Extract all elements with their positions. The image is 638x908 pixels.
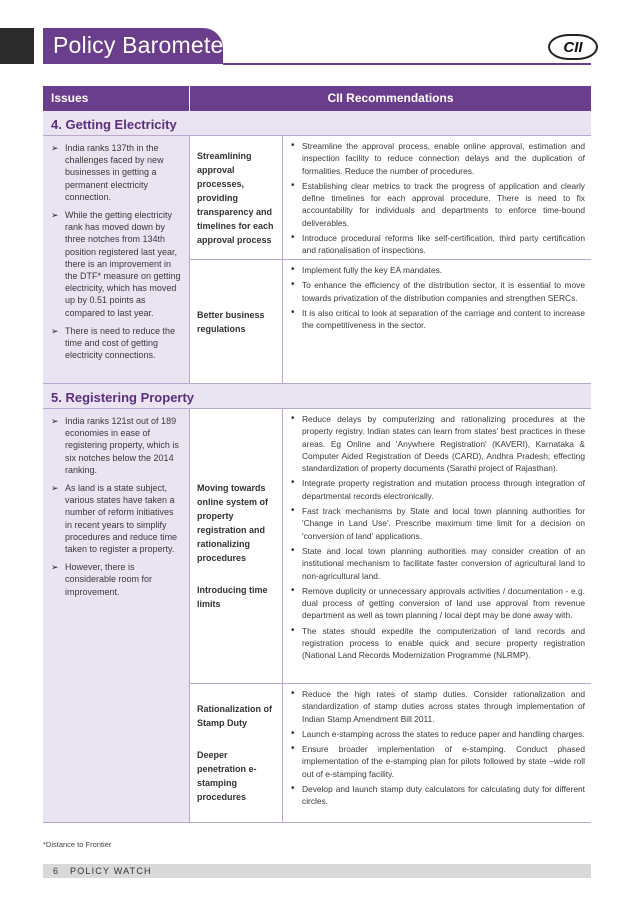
recommendation-point: • Streamline the approval process, enable online approval, estimation and inspection facility to reduce connection delays and the duplication of formalities. Reduce the number of procedures. <box>289 140 585 177</box>
recommendation-point: • Develop and launch stamp duty calculators for calculating duty for different circles. <box>289 783 585 808</box>
recommendation-points <box>289 264 585 331</box>
recommendation-point: • Fast track mechanisms by State and local town planning authorities for 'Change in Land Use'. Prescribe maximum time limit for a decision on 'conversion of land' applications. <box>289 505 585 542</box>
recommendation-points <box>289 140 585 257</box>
issue-item: ➢ As land is a state subject, various states have taken a number of reform initiatives in recent years to simplify procedures and reduce time taken to register a property. <box>51 482 181 555</box>
logo-text: CII <box>563 38 583 56</box>
recommendation-point: • Remove duplicity or unnecessary approvals activities / documentation - e.g. dual process of getting conversion of land use approval from revenue department as well as town planning / local dept may be done away with. <box>289 585 585 622</box>
recommendation-row <box>190 684 591 822</box>
recommendation-body <box>283 684 591 822</box>
recommendation-title <box>190 409 283 683</box>
recommendation-point: • Reduce delays by computerizing and rationalizing procedures at the property registry. Indian states can learn from states' best practices in these areas. Eg Online and 'Anywhere Registration' (KAVERI), Karnataka & Computer Aided Registration of Deeds (CARD), Andhra Pradesh; effecting standardization of property documents (Sarathi project of Rajasthan). <box>289 413 585 474</box>
section-title-property: 5. Registering Property <box>43 384 591 409</box>
header-issues: Issues <box>43 86 190 111</box>
side-bar-block <box>0 28 34 64</box>
issue-item: ➢ India ranks 137th in the challenges faced by new businesses in getting a permanent electricity connection. <box>51 142 181 203</box>
recommendation-point: • It is also critical to look at separation of the carriage and content to increase the competitiveness in the sector. <box>289 307 585 332</box>
recommendation-title-text: Rationalization of Stamp Duty <box>197 704 272 728</box>
recommendation-body <box>283 136 591 259</box>
recommendation-body <box>283 409 591 683</box>
recommendation-title <box>190 260 283 383</box>
recommendation-point: • The states should expedite the computerization of land records and registration process to enable quick and secure property registration (National Land Records Modernization Programme (NLRMP). <box>289 625 585 662</box>
page-title: Policy Barometer <box>53 32 232 58</box>
issues-list <box>51 142 181 361</box>
recommendation-points <box>289 688 585 808</box>
recommendations-cell <box>190 409 591 822</box>
page-footer <box>43 864 591 878</box>
cii-logo <box>548 34 598 60</box>
title-tab <box>43 28 232 64</box>
footer-title: POLICY WATCH <box>70 866 152 876</box>
recommendation-row <box>190 260 591 383</box>
recommendation-point: • Establishing clear metrics to track the progress of application and clearly define timelines for each approval procedure. There is need to fix accountability for individuals and departments to enforce time-bound deliverables. <box>289 180 585 229</box>
recommendation-title-text: Streamlining approval processes, providing transparency and timelines for each approval process <box>197 150 274 245</box>
issue-item: ➢ There is need to reduce the time and cost of getting electricity connections. <box>51 325 181 362</box>
section-row-electricity <box>43 136 591 384</box>
footnote: *Distance to Frontier <box>43 840 112 849</box>
recommendations-table <box>43 86 591 823</box>
recommendation-point: • State and local town planning authorities may consider creation of an institutional mechanism to facilitate faster conversion of agricultural land to non-agricultural land. <box>289 545 585 582</box>
issue-item: ➢ India ranks 121st out of 189 economies in ease of registering property, which is six notches below the 2014 ranking. <box>51 415 181 476</box>
recommendation-point: • Launch e-stamping across the states to reduce paper and handling charges. <box>289 728 585 740</box>
table-header <box>43 86 591 111</box>
recommendation-body <box>283 260 591 383</box>
recommendation-title-text: Deeper penetration e-stamping procedures <box>197 750 257 802</box>
issues-list <box>51 415 181 598</box>
section-title-electricity: 4. Getting Electricity <box>43 111 591 136</box>
recommendation-title <box>190 684 283 822</box>
recommendations-cell <box>190 136 591 383</box>
recommendation-row <box>190 409 591 684</box>
issues-cell <box>43 136 190 383</box>
recommendation-title <box>190 136 283 259</box>
header-recommendations: CII Recommendations <box>327 91 454 105</box>
recommendation-point: • Introduce procedural reforms like self-certification, third party certification and rationalisation of inspections. <box>289 232 585 257</box>
recommendation-point: • Ensure broader implementation of e-stamping. Conduct phased implementation of the e-stamping plan for pilots followed by state –wide roll out of e-stamping facility. <box>289 743 585 780</box>
recommendation-row <box>190 136 591 260</box>
section-row-property <box>43 409 591 823</box>
recommendation-title-text: Better business regulations <box>197 309 265 334</box>
recommendation-title-text: Moving towards online system of property registration and rationalizing procedures <box>197 483 269 563</box>
recommendation-title-text: Introducing time limits <box>197 585 268 609</box>
recommendation-point: • Implement fully the key EA mandates. <box>289 264 585 276</box>
recommendation-point: • Reduce the high rates of stamp duties. Consider rationalization and standardization of stamp duties across states through implementation of Indian Stamp Amendment Bill 2011. <box>289 688 585 725</box>
issue-item: ➢ While the getting electricity rank has moved down by three notches from 134th position registered last year, there is an improvement in the DTF* measure on getting electricity, which has moved up by 0.51 points as compared to last year. <box>51 209 181 319</box>
recommendation-point: • Integrate property registration and mutation process through integration of departmental records electronically. <box>289 477 585 502</box>
issue-item: ➢ However, there is considerable room for improvement. <box>51 561 181 598</box>
recommendation-point: • To enhance the efficiency of the distribution sector, it is essential to move towards privatization of the distribution companies and strengthen SERCs. <box>289 279 585 304</box>
issues-cell <box>43 409 190 822</box>
title-rule <box>223 63 591 65</box>
page-number: 6 <box>53 866 59 876</box>
recommendation-points <box>289 413 585 662</box>
